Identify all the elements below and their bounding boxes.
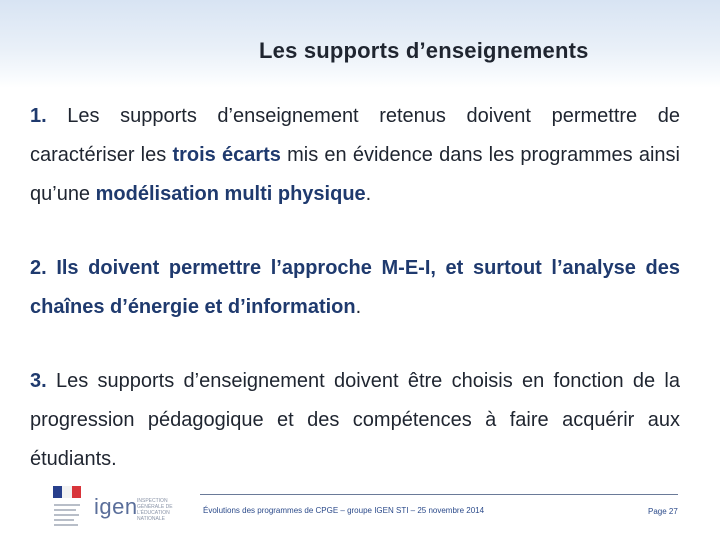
point-2-text: Ils doivent permettre l’approche M-E-I, et surtout l’analyse des chaînes d’énergie et d’information [30, 257, 681, 318]
slide-body [30, 97, 680, 514]
point-2-number: 2. [30, 257, 47, 279]
igen-logo: igen [94, 494, 138, 519]
point-1-text-b: mis en évidence dans les programmes ainsi qu’une [30, 144, 680, 205]
footer [0, 480, 720, 540]
footer-divider [200, 494, 678, 495]
footer-caption: Évolutions des programmes de CPGE – groupe IGEN STI – 25 novembre 2014 [203, 506, 485, 515]
point-1-number: 1. [30, 105, 47, 127]
point-1-emphasis-b: modélisation multi physique [95, 183, 366, 205]
slide-title: Les supports d’enseignements [259, 38, 589, 63]
point-1-emphasis-a: trois écarts [172, 144, 281, 166]
point-1-text-c: . [365, 183, 372, 205]
marianne-logo [46, 484, 88, 534]
point-3-number: 3. [30, 370, 47, 392]
point-2-text-end: . [355, 296, 362, 318]
point-2 [30, 249, 680, 327]
point-1 [30, 97, 680, 214]
page-number: Page 27 [648, 507, 678, 516]
point-3 [30, 362, 680, 479]
point-1-text-a: Les supports d’enseignement retenus doivent permettre de caractériser les [30, 105, 680, 166]
igen-logo-subtitle: INSPECTION GÉNÉRALE DE L’ÉDUCATION NATIONALE [137, 498, 173, 522]
french-flag-icon [53, 486, 81, 498]
point-3-text: Les supports d’enseignement doivent être choisis en fonction de la progression pédagogique et des compétences à faire acquérir aux étudiants. [30, 370, 680, 470]
